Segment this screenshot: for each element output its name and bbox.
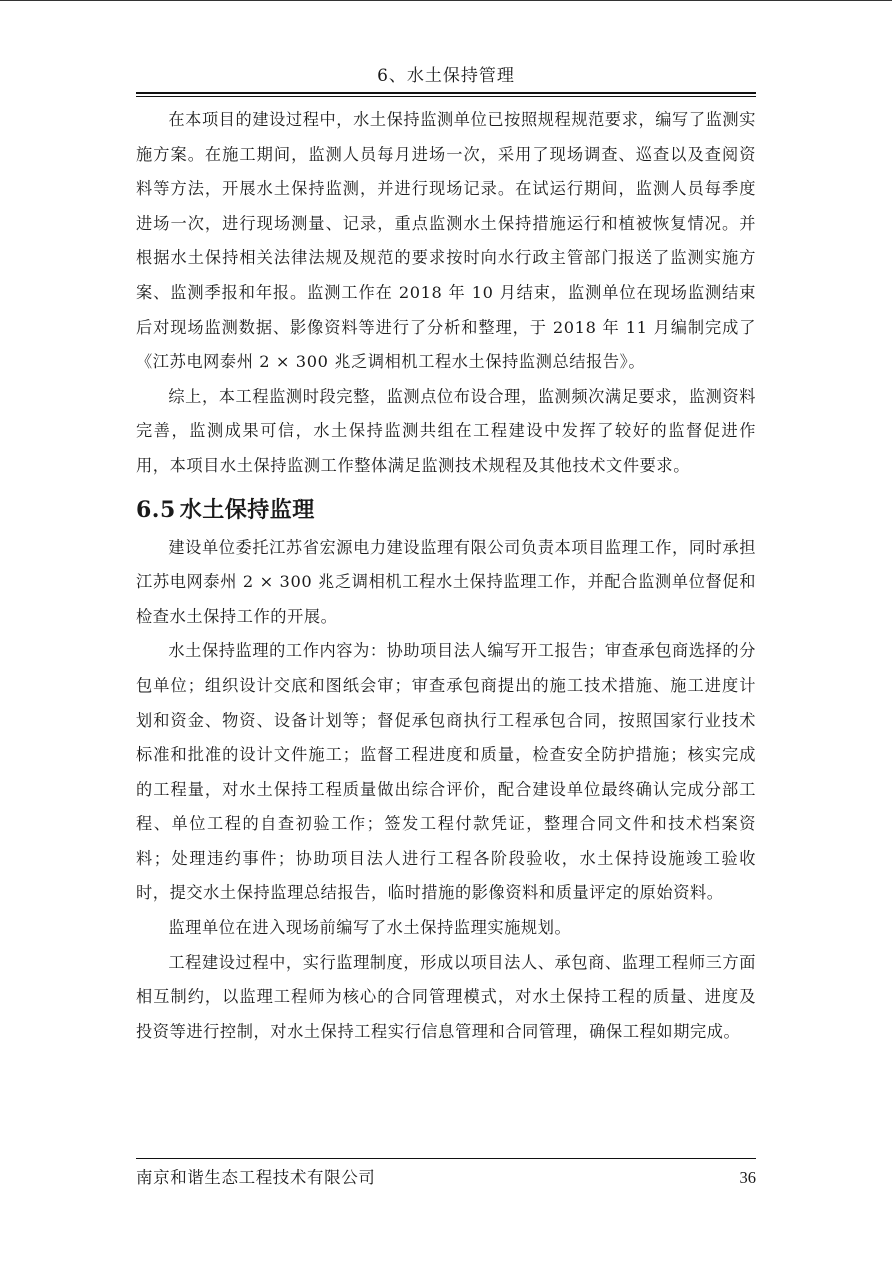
footer-company-name: 南京和谐生态工程技术有限公司 — [136, 1168, 376, 1187]
running-header-title: 6、水土保持管理 — [377, 66, 515, 86]
footer-rule — [136, 1158, 756, 1159]
body-paragraph-supervision-plan: 监理单位在进入现场前编写了水土保持监理实施规划。 — [168, 918, 572, 938]
body-paragraph-supervision-system: 工程建设过程中，实行监理制度，形成以项目法人、承包商、监理工程师三方面相互制约，以监理工程师为核心的合同管理模式，对水土保持工程的质量、进度及投资等进行控制，对水土保持工程实行信息管理和合同管理，确保工程如期完成。 — [136, 952, 756, 1041]
body-paragraph-summary: 综上，本工程监测时段完整，监测点位布设合理，监测频次满足要求，监测资料完善，监测成果可信，水土保持监测共组在工程建设中发挥了较好的监督促进作用，本项目水土保持监测工作整体满足监测技术规程及其他技术文件要求。 — [136, 386, 756, 475]
body-paragraph-supervision-entrust: 建设单位委托江苏省宏源电力建设监理有限公司负责本项目监理工作，同时承担江苏电网泰州 2 × 300 兆乏调相机工程水土保持监理工作，并配合监测单位督促和检查水土保持工作的开展。 — [136, 537, 756, 626]
body-paragraph-monitoring: 在本项目的建设过程中，水土保持监测单位已按照规程规范要求，编写了监测实施方案。在施工期间，监测人员每月进场一次，采用了现场调查、巡查以及查阅资料等方法，开展水土保持监测，并进行现场记录。在试运行期间，监测人员每季度进场一次，进行现场测量、记录，重点监测水土保持措施运行和植被恢复情况。并根据水土保持相关法律法规及规范的要求按时向水行政主管部门报送了监测实施方案、监测季报和年报。监测工作在 2018 年 10 月结束，监测单位在现场监测结束后对现场监测数据、影像资料等进行了分析和整理，于 2018 年 11 月编制完成了《江苏电网泰州 2 × 300 兆乏调相机工程水土保持监测总结报告》。 — [136, 110, 756, 372]
section-number: 6.5 — [136, 496, 176, 523]
footer-page-number: 36 — [739, 1168, 756, 1187]
section-heading — [136, 492, 756, 529]
page-body — [136, 103, 756, 1049]
body-paragraph-supervision-scope: 水土保持监理的工作内容为：协助项目法人编写开工报告；审查承包商选择的分包单位；组织设计交底和图纸会审；审查承包商提出的施工技术措施、施工进度计划和资金、物资、设备计划等；督促承包商执行工程承包合同，按照国家行业技术标准和批准的设计文件施工；监督工程进度和质量，检查安全防护措施；核实完成的工程量，对水土保持工程质量做出综合评价，配合建设单位最终确认完成分部工程、单位工程的自查初验工作；签发工程付款凭证，整理合同文件和技术档案资料；处理违约事件；协助项目法人进行工程各阶段验收，水土保持设施竣工验收时，提交水土保持监理总结报告，临时措施的影像资料和质量评定的原始资料。 — [136, 641, 756, 903]
header-double-rule — [136, 92, 756, 97]
section-title: 水土保持监理 — [179, 497, 315, 523]
